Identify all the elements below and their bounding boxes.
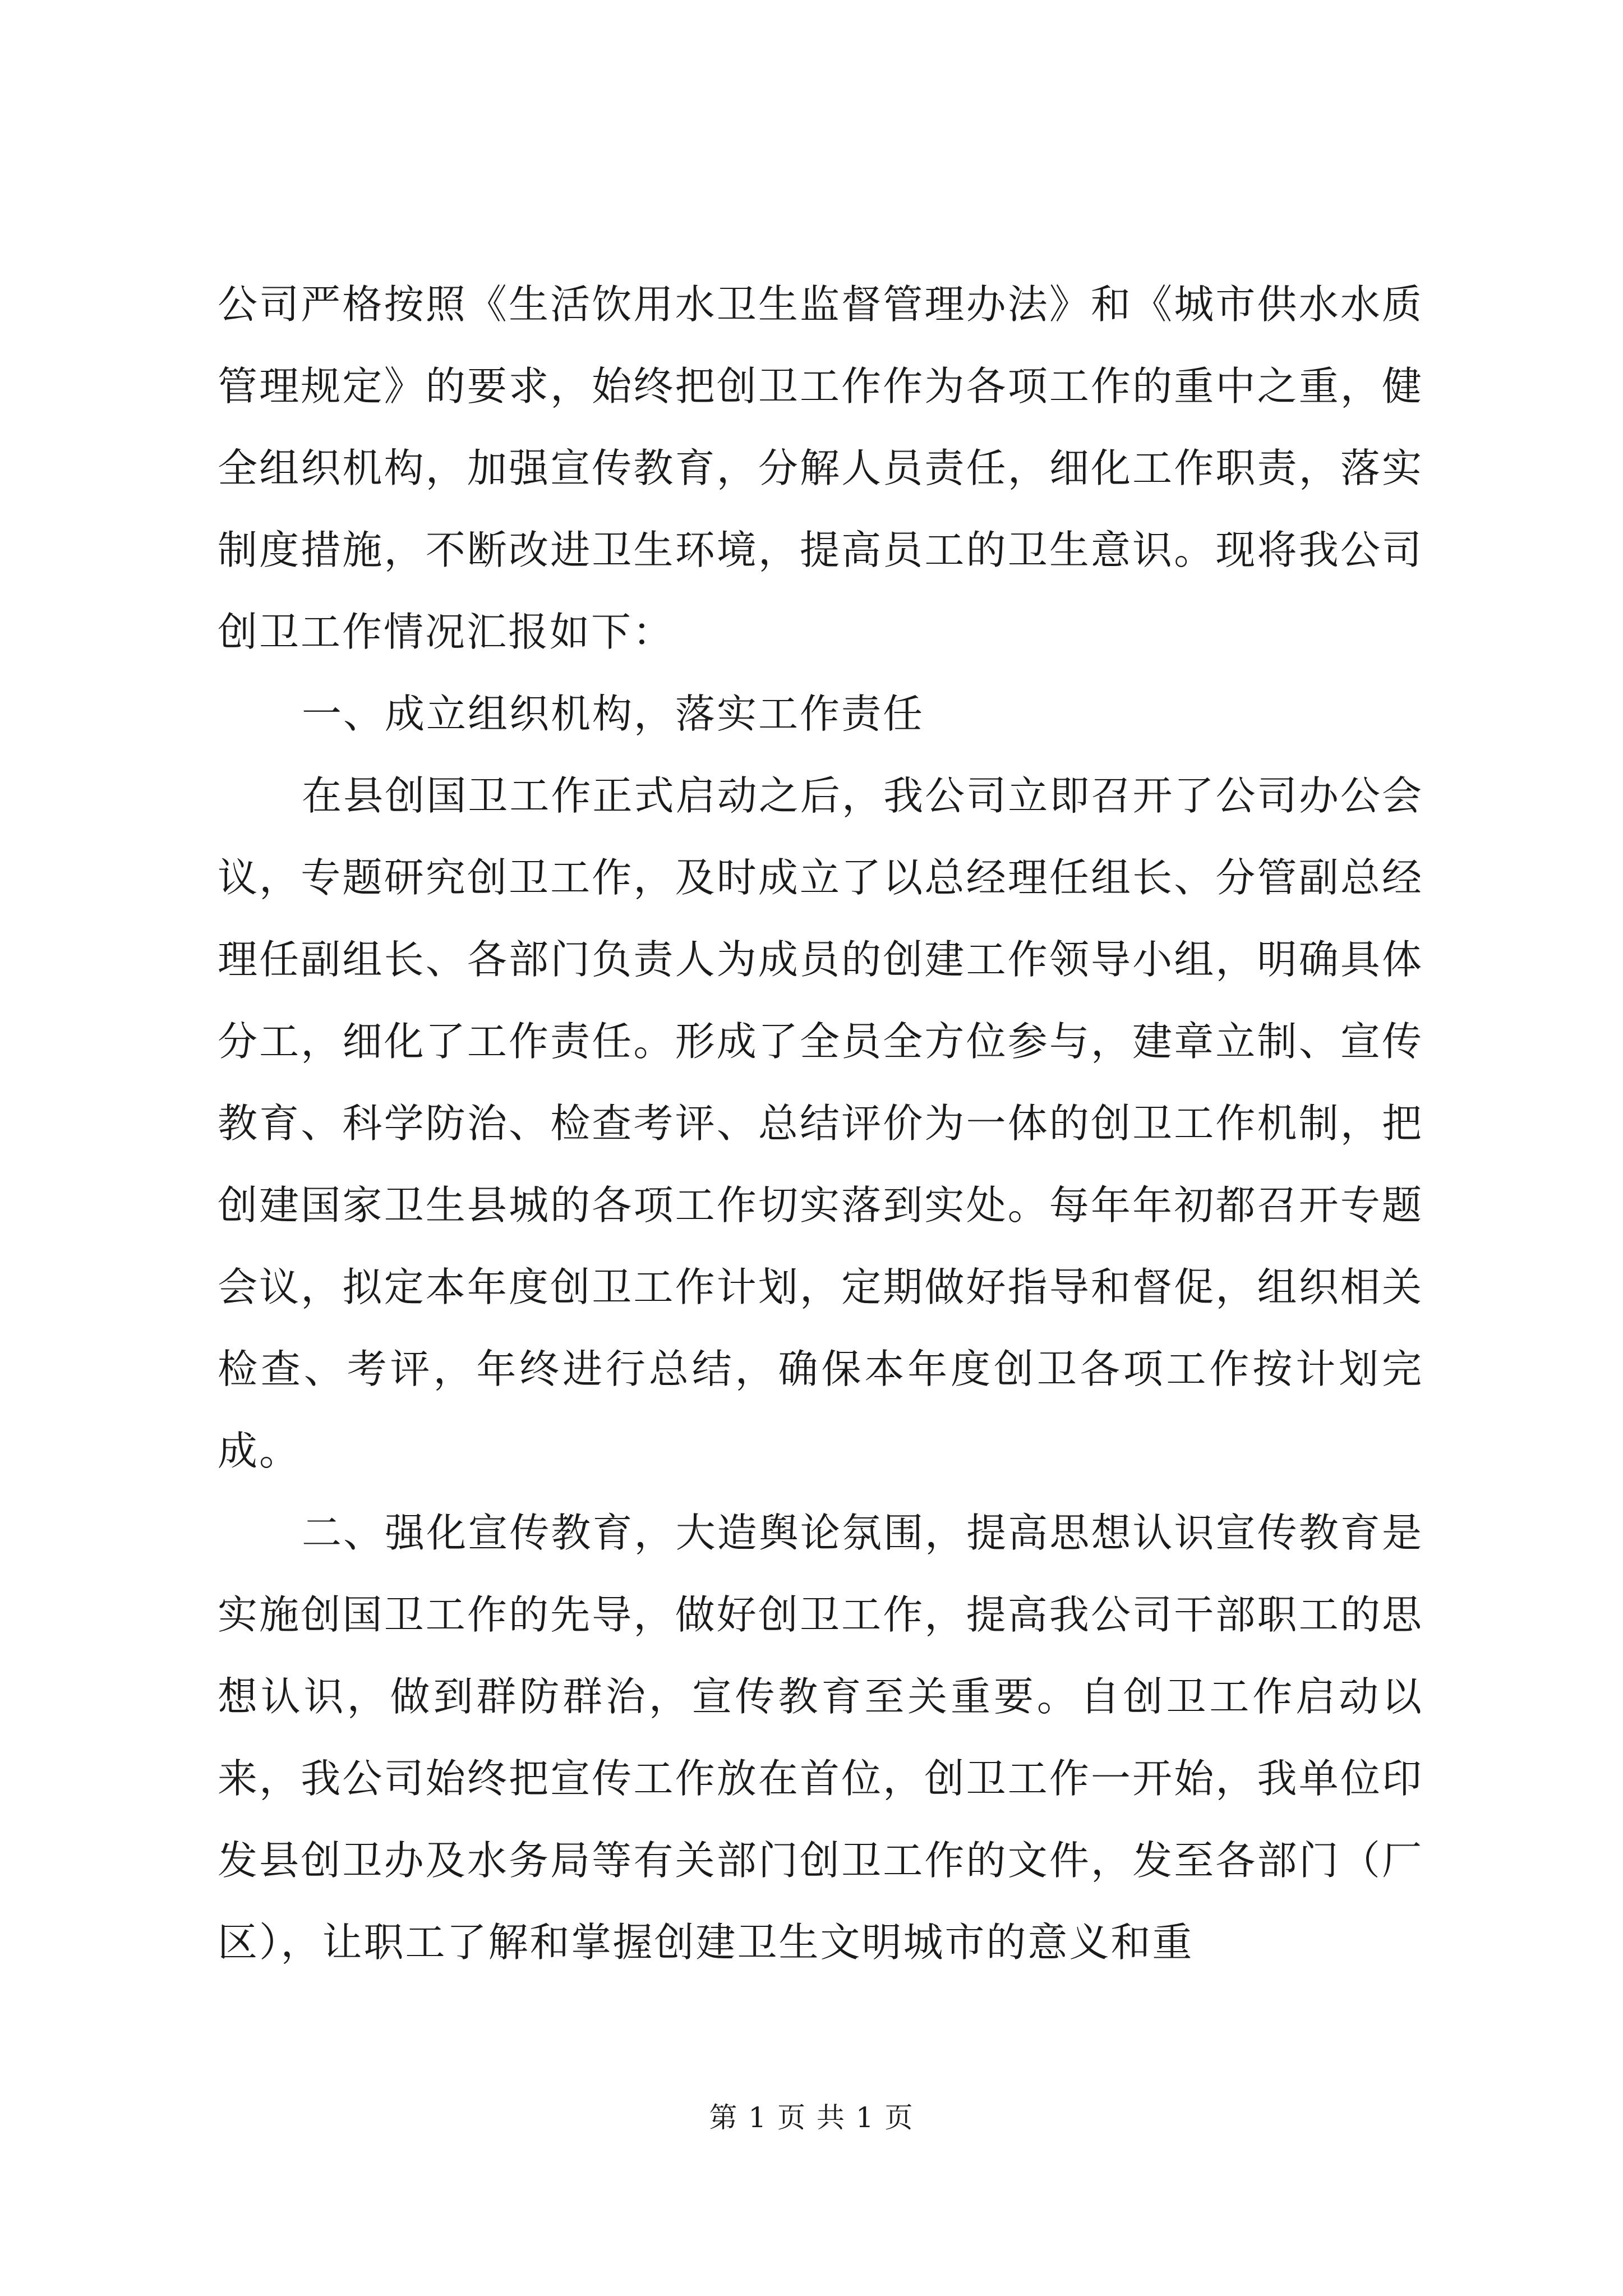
paragraph-section-1: 在县创国卫工作正式启动之后，我公司立即召开了公司办公会议，专题研究创卫工作，及时成立了以总经理任组长、分管副总经理任副组长、各部门负责人为成员的创建工作领导小组，明确具体分工，细化了工作责任。形成了全员全方位参与，建章立制、宣传教育、科学防治、检查考评、总结评价为一体的创卫工作机制，把创建国家卫生县城的各项工作切实落到实处。每年年初都召开专题会议，拟定本年度创卫工作计划，定期做好指导和督促，组织相关检查、考评，年终进行总结，确保本年度创卫各项工作按计划完成。 [218,772,1423,1474]
paragraph-section-2: 二、强化宣传教育，大造舆论氛围，提高思想认识宣传教育是实施创国卫工作的先导，做好创卫工作，提高我公司干部职工的思想认识，做到群防群治，宣传教育至关重要。自创卫工作启动以来，我公司始终把宣传工作放在首位，创卫工作一开始，我单位印发县创卫办及水务局等有关部门创卫工作的文件，发至各部门（厂区），让职工了解和掌握创建卫生文明城市的意义和重 [218,1510,1423,1966]
section-heading-1: 一、成立组织机构，落实工作责任 [302,691,925,737]
paragraph-intro: 公司严格按照《生活饮用水卫生监督管理办法》和《城市供水水质管理规定》的要求，始终把创卫工作作为各项工作的重中之重，健全组织机构，加强宣传教育，分解人员责任，细化工作职责，落实制度措施，不断改进卫生环境，提高员工的卫生意识。现将我公司创卫工作情况汇报如下： [218,281,1423,655]
page-footer: 第 1 页 共 1 页 [709,2101,914,2134]
document-body [218,264,1423,1984]
